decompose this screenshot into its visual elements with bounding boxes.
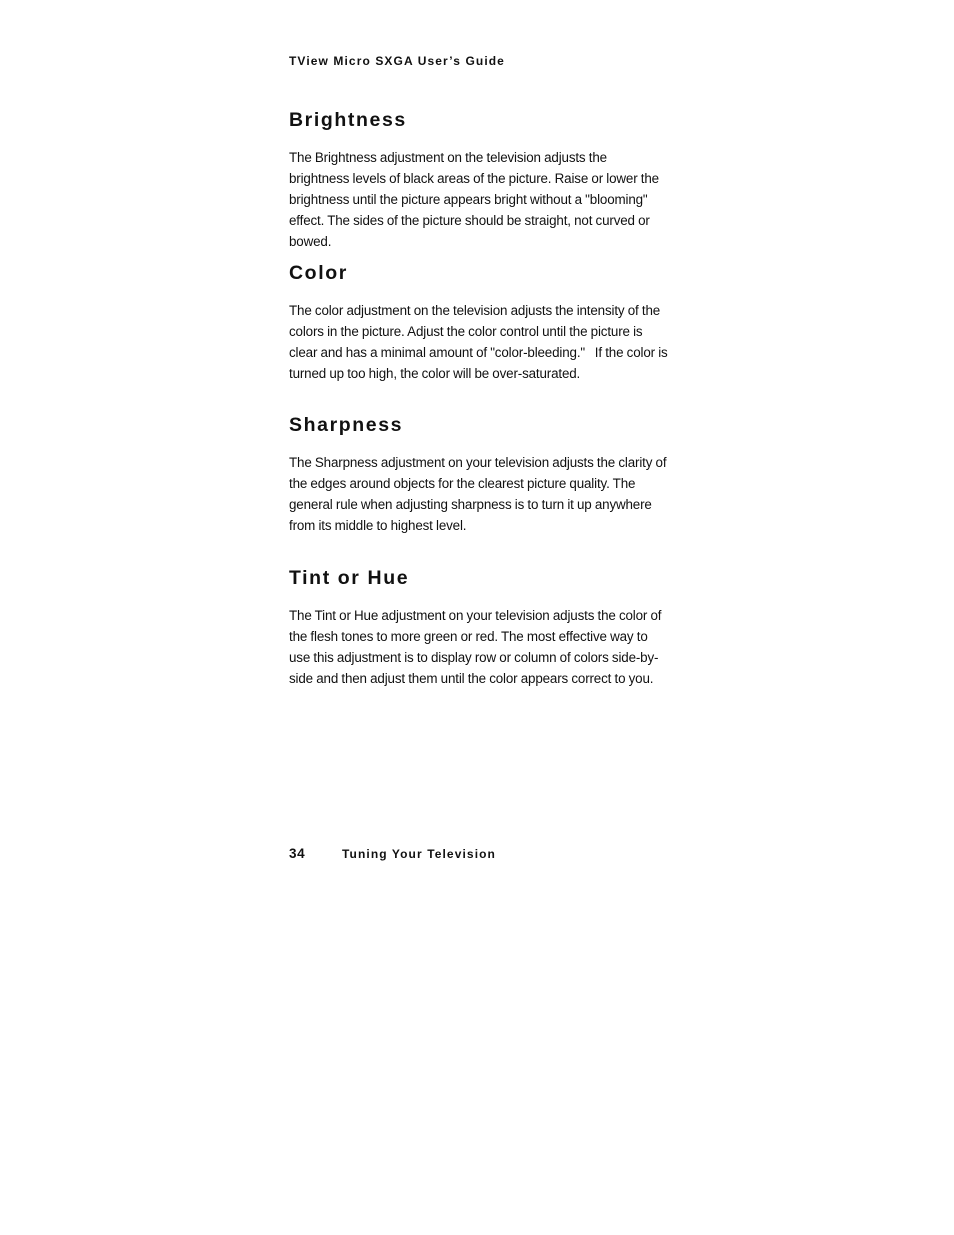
section-body-tint-or-hue: The Tint or Hue adjustment on your television adjusts the color of the flesh tones to more green or red. The most effective way to use this adjustment is to display row or column of colors side-by-side and then adjust them until the color appears correct to you.: [289, 608, 665, 686]
section-tint-or-hue: [289, 566, 669, 689]
section-sharpness: [289, 413, 669, 536]
page-number: 34: [289, 846, 306, 861]
section-heading-color: Color: [289, 262, 348, 284]
section-brightness: [289, 108, 669, 252]
section-body-brightness: The Brightness adjustment on the television adjusts the brightness levels of black areas of the picture. Raise or lower the brightness until the picture appears bright without a "blooming" effect. The sides of the picture should be straight, not curved or bowed.: [289, 150, 663, 249]
section-heading-sharpness: Sharpness: [289, 414, 404, 436]
section-color: [289, 261, 669, 384]
footer-chapter-title: Tuning Your Television: [342, 847, 496, 861]
section-heading-tint-or-hue: Tint or Hue: [289, 567, 410, 589]
running-header: TView Micro SXGA User’s Guide: [289, 54, 505, 68]
section-body-sharpness: The Sharpness adjustment on your television adjusts the clarity of the edges around objects for the clearest picture quality. The general rule when adjusting sharpness is to turn it up anywhere from its middle to highest level.: [289, 455, 670, 533]
section-body-color: The color adjustment on the television adjusts the intensity of the colors in the picture. Adjust the color control until the picture is clear and has a minimal amount of "color-bleeding." If the color is turned up too high, the color will be over-saturated.: [289, 303, 671, 381]
section-heading-brightness: Brightness: [289, 109, 407, 131]
